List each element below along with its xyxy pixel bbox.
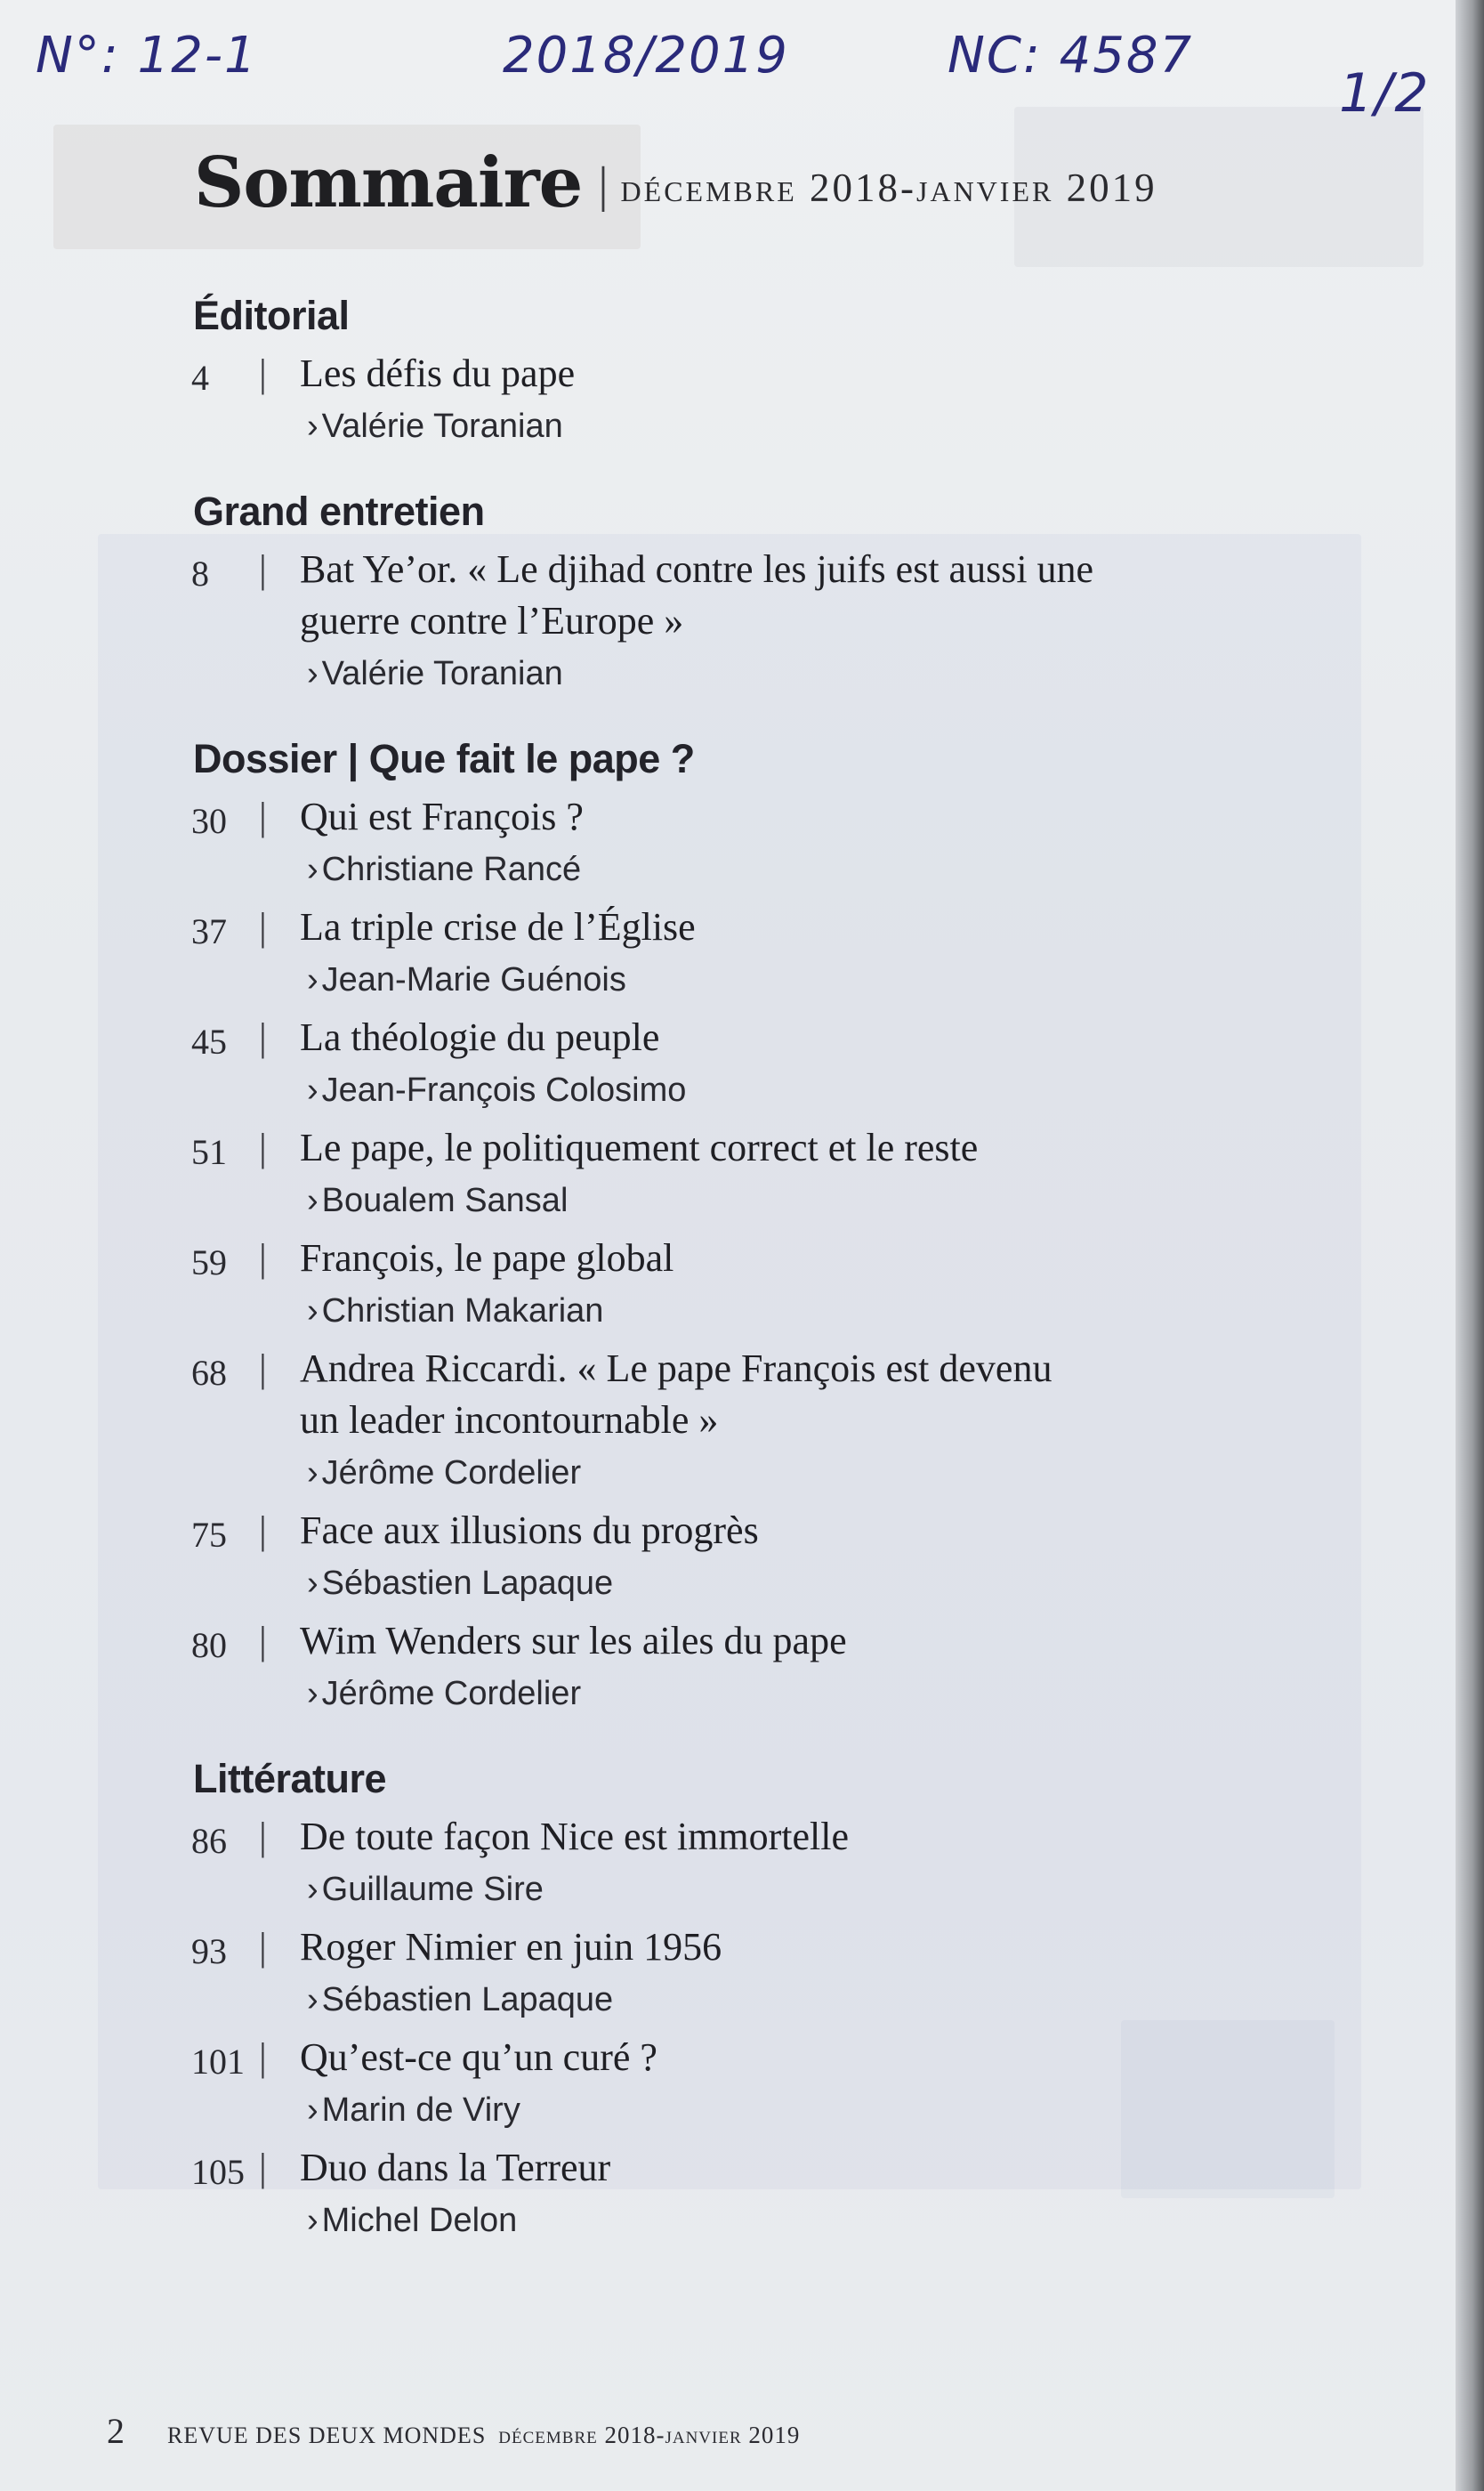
toc-entry	[191, 1921, 1223, 2026]
toc-entry	[191, 1505, 1223, 1610]
toc-section	[191, 289, 1223, 453]
chevron-icon: ›	[307, 408, 319, 445]
page-title: Sommaire	[194, 142, 583, 223]
toc-entry	[191, 1122, 1223, 1227]
page-number: 59	[191, 1242, 227, 1282]
chevron-icon: ›	[307, 1565, 319, 1602]
article-author: › Jean-Marie Guénois	[307, 961, 626, 999]
article-title: La théologie du peuple	[300, 1015, 660, 1059]
page-number: 45	[191, 1022, 227, 1062]
chevron-icon: ›	[307, 2202, 319, 2239]
entry-separator: |	[259, 795, 267, 838]
toc-entry	[191, 902, 1223, 1007]
article-title: Roger Nimier en juin 1956	[300, 1925, 722, 1969]
toc-entry	[191, 2032, 1223, 2137]
toc-entry	[191, 1012, 1223, 1117]
article-title: Bat Ye’or. « Le djihad contre les juifs est aussi une	[300, 547, 1094, 591]
entry-separator: |	[259, 547, 267, 591]
article-title: Andrea Riccardi. « Le pape François est devenu	[300, 1347, 1053, 1390]
page-number: 75	[191, 1515, 227, 1555]
issue-date: décembre 2018-janvier 2019	[620, 166, 1157, 210]
chevron-icon: ›	[307, 851, 319, 888]
entry-separator: |	[259, 1619, 267, 1662]
page-number: 68	[191, 1353, 227, 1393]
toc-entry	[191, 1343, 1223, 1500]
chevron-icon: ›	[307, 961, 319, 999]
entry-separator: |	[259, 1126, 267, 1169]
page-number: 93	[191, 1931, 227, 1971]
article-title: La triple crise de l’Église	[300, 905, 696, 949]
article-author: › Jérôme Cordelier	[307, 1675, 582, 1712]
page-edge-shadow	[1456, 0, 1484, 2491]
article-title: De toute façon Nice est immortelle	[300, 1815, 849, 1858]
toc-entry	[191, 544, 1223, 700]
article-title-continued: guerre contre l’Europe »	[300, 599, 684, 643]
article-title: Qu’est-ce qu’un curé ?	[300, 2035, 657, 2079]
article-title-continued: un leader incontournable »	[300, 1398, 719, 1442]
page-number: 51	[191, 1132, 227, 1172]
page-number: 105	[191, 2152, 245, 2192]
handwritten-years: 2018/2019	[503, 27, 789, 85]
entry-separator: |	[259, 352, 267, 395]
article-title: Le pape, le politiquement correct et le reste	[300, 1126, 979, 1169]
chevron-icon: ›	[307, 2091, 319, 2129]
article-title: Face aux illusions du progrès	[300, 1508, 759, 1552]
article-author: › Christian Makarian	[307, 1292, 604, 1330]
chevron-icon: ›	[307, 1072, 319, 1109]
chevron-icon: ›	[307, 1871, 319, 1908]
toc-entry	[191, 791, 1223, 896]
article-title: François, le pape global	[300, 1236, 674, 1280]
entry-separator: |	[259, 1347, 267, 1390]
article-title: Wim Wenders sur les ailes du pape	[300, 1619, 847, 1662]
toc-section	[191, 732, 1223, 1720]
article-author: › Guillaume Sire	[307, 1871, 544, 1908]
handwritten-part: 1/2	[1339, 62, 1431, 125]
entry-separator: |	[259, 1236, 267, 1280]
entry-separator: |	[259, 2146, 267, 2189]
article-author: › Sébastien Lapaque	[307, 1565, 614, 1602]
page-number: 37	[191, 911, 227, 951]
entry-separator: |	[259, 1925, 267, 1969]
article-author: › Valérie Toranian	[307, 655, 563, 692]
header-separator: |	[598, 158, 609, 213]
toc-entry	[191, 1811, 1223, 1916]
chevron-icon: ›	[307, 1981, 319, 2018]
toc-entry	[191, 1615, 1223, 1720]
toc-entry	[191, 348, 1223, 453]
chevron-icon: ›	[307, 1182, 319, 1219]
section-title: Éditorial	[193, 293, 350, 338]
page-number: 8	[191, 554, 209, 594]
page-number: 30	[191, 801, 227, 841]
article-author: › Christiane Rancé	[307, 851, 582, 888]
article-author: › Jean-François Colosimo	[307, 1072, 687, 1109]
page-number: 101	[191, 2042, 245, 2082]
section-title: Littérature	[193, 1756, 387, 1801]
article-author: › Sébastien Lapaque	[307, 1981, 614, 2018]
page-header	[194, 142, 1157, 223]
entry-separator: |	[259, 1508, 267, 1552]
handwritten-nc-code: NC: 4587	[948, 27, 1194, 85]
article-title: Les défis du pape	[300, 352, 576, 395]
chevron-icon: ›	[307, 1675, 319, 1712]
table-of-contents	[191, 289, 1223, 2279]
section-title: Grand entretien	[193, 489, 485, 534]
chevron-icon: ›	[307, 1292, 319, 1330]
article-title: Duo dans la Terreur	[300, 2146, 611, 2189]
entry-separator: |	[259, 1815, 267, 1858]
footer-journal-name: REVUE DES DEUX MONDES	[167, 2422, 487, 2448]
footer-issue-date: décembre 2018-janvier 2019	[498, 2422, 801, 2448]
toc-entry	[191, 1233, 1223, 1338]
footer-page-number: 2	[107, 2411, 125, 2451]
entry-separator: |	[259, 905, 267, 949]
page-footer	[107, 2410, 800, 2452]
page-number: 80	[191, 1625, 227, 1665]
article-author: › Marin de Viry	[307, 2091, 520, 2129]
page-number: 86	[191, 1821, 227, 1861]
toc-entry	[191, 2142, 1223, 2247]
page-number: 4	[191, 358, 209, 398]
section-title: Dossier | Que fait le pape ?	[193, 736, 695, 781]
article-author: › Valérie Toranian	[307, 408, 563, 445]
toc-section	[191, 485, 1223, 700]
entry-separator: |	[259, 1015, 267, 1059]
handwritten-ref-number: N°: 12-1	[36, 27, 258, 85]
article-author: › Michel Delon	[307, 2202, 518, 2239]
chevron-icon: ›	[307, 1454, 319, 1492]
article-author: › Boualem Sansal	[307, 1182, 569, 1219]
article-title: Qui est François ?	[300, 795, 584, 838]
toc-section	[191, 1752, 1223, 2247]
article-author: › Jérôme Cordelier	[307, 1454, 582, 1492]
chevron-icon: ›	[307, 655, 319, 692]
entry-separator: |	[259, 2035, 267, 2079]
